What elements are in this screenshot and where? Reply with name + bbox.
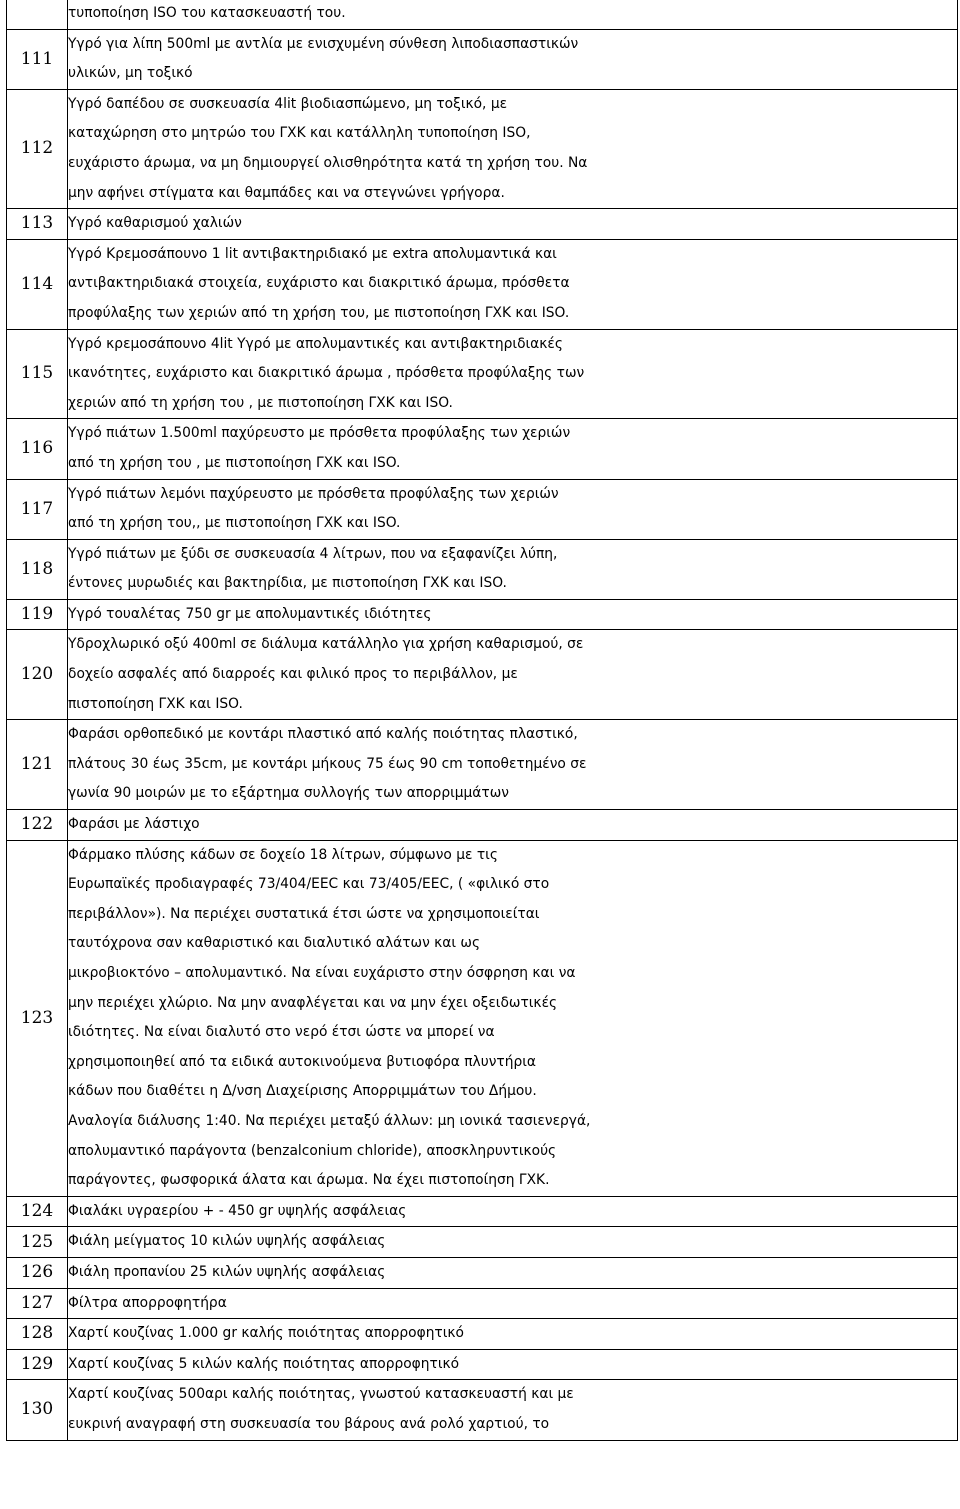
table-row xyxy=(7,209,958,240)
item-description xyxy=(68,1257,958,1288)
description-line: Αναλογία διάλυσης 1:40. Να περιέχει μεταξύ άλλων: μη ιονικά τασιενεργά, xyxy=(68,1112,591,1129)
item-number: 125 xyxy=(7,1227,68,1258)
item-number: 120 xyxy=(7,630,68,720)
item-number xyxy=(7,0,68,29)
description-line: Υγρό κρεμοσάπουνο 4lit Υγρό με απολυμαντικές και αντιβακτηριδιακές xyxy=(68,335,563,352)
description-line: Χαρτί κουζίνας 5 κιλών καλής ποιότητας απορροφητικό xyxy=(68,1355,460,1372)
item-description xyxy=(68,1349,958,1380)
item-number: 129 xyxy=(7,1349,68,1380)
item-description xyxy=(68,1319,958,1350)
description-line: ικανότητες, ευχάριστο και διακριτικό άρωμα , πρόσθετα προφύλαξης των xyxy=(68,365,585,382)
description-line: Ευρωπαϊκές προδιαγραφές 73/404/ΕΕC και 73/405/ΕΕC, ( «φιλικό στο xyxy=(68,876,550,893)
item-number: 126 xyxy=(7,1257,68,1288)
item-number: 130 xyxy=(7,1380,68,1440)
table-row xyxy=(7,599,958,630)
description-line: ευκρινή αναγραφή στη συσκευασία του βάρους ανά ρολό χαρτιού, το xyxy=(68,1415,550,1432)
description-line: έντονες μυρωδιές και βακτηρίδια, με πιστοποίηση ΓΧΚ και ISO. xyxy=(68,575,507,592)
description-line: απολυμαντικό παράγοντα (benzalconium chloride), αποσκληρυντικούς xyxy=(68,1142,557,1159)
description-line: προφύλαξης των χεριών από τη χρήση του, με πιστοποίηση ΓΧΚ και ISO. xyxy=(68,304,570,321)
description-line: καταχώρηση στο μητρώο του ΓΧΚ και κατάλληλη τυποποίηση ISO, xyxy=(68,125,531,142)
description-line: Υγρό δαπέδου σε συσκευασία 4lit βιοδιασπώμενο, μη τοξικό, με xyxy=(68,95,508,112)
item-description xyxy=(68,539,958,599)
description-line: Φιαλάκι υγραερίου + - 450 gr υψηλής ασφάλειας xyxy=(68,1202,407,1219)
description-line: παράγοντες, φωσφορικά άλατα και άρωμα. Να έχει πιστοποίηση ΓΧΚ. xyxy=(68,1172,550,1189)
description-line: τυποποίηση ISO του κατασκευαστή του. xyxy=(68,5,346,21)
description-line: χρησιμοποιηθεί από τα ειδικά αυτοκινούμενα βυτιοφόρα πλυντήρια xyxy=(68,1053,536,1070)
item-description xyxy=(68,1196,958,1227)
item-description xyxy=(68,479,958,539)
item-number: 118 xyxy=(7,539,68,599)
description-line: Υγρό καθαρισμού χαλιών xyxy=(68,215,242,232)
item-number: 115 xyxy=(7,329,68,419)
description-line: γωνία 90 μοιρών με το εξάρτημα συλλογής των απορριμμάτων xyxy=(68,785,509,802)
table-row xyxy=(7,1380,958,1440)
description-line: μικροβιοκτόνο – απολυμαντικό. Να είναι ευχάριστο στην όσφρηση και να xyxy=(68,965,576,981)
description-line: Υγρό πιάτων λεμόνι παχύρευστο με πρόσθετα προφύλαξης των χεριών xyxy=(68,485,559,502)
description-line: μην αφήνει στίγματα και θαμπάδες και να στεγνώνει γρήγορα. xyxy=(68,184,505,201)
item-number: 117 xyxy=(7,479,68,539)
item-number: 119 xyxy=(7,599,68,630)
description-line: Φίλτρα απορροφητήρα xyxy=(68,1294,227,1311)
table-row xyxy=(7,0,958,29)
description-line: αντιβακτηριδιακά στοιχεία, ευχάριστο και διακριτικό άρωμα, πρόσθετα xyxy=(68,275,570,292)
description-line: Υγρό πιάτων 1.500ml παχύρευστο με πρόσθετα προφύλαξης των χεριών xyxy=(68,425,571,442)
item-number: 113 xyxy=(7,209,68,240)
description-line: μην περιέχει χλώριο. Να μην αναφλέγεται και να μην έχει οξειδωτικές xyxy=(68,994,558,1011)
description-line: από τη χρήση του,, με πιστοποίηση ΓΧΚ και ISO. xyxy=(68,515,401,532)
table-row xyxy=(7,810,958,841)
table-row xyxy=(7,479,958,539)
item-number: 116 xyxy=(7,419,68,479)
description-line: Χαρτί κουζίνας 1.000 gr καλής ποιότητας απορροφητικό xyxy=(68,1325,464,1342)
table-row xyxy=(7,329,958,419)
description-line: πιστοποίηση ΓΧΚ και ISO. xyxy=(68,695,243,712)
description-line: πλάτους 30 έως 35cm, με κοντάρι μήκους 75 έως 90 cm τοποθετημένο σε xyxy=(68,755,587,772)
description-line: Υδροχλωρικό οξύ 400ml σε διάλυμα κατάλληλο για χρήση καθαρισμού, σε xyxy=(68,636,584,653)
item-number: 127 xyxy=(7,1288,68,1319)
item-description xyxy=(68,810,958,841)
item-description xyxy=(68,1288,958,1319)
table-row xyxy=(7,1227,958,1258)
description-line: από τη χρήση του , με πιστοποίηση ΓΧΚ και ISO. xyxy=(68,454,401,471)
description-line: Φαράσι με λάστιχο xyxy=(68,816,200,833)
description-line: ευχάριστο άρωμα, να μη δημιουργεί ολισθηρότητα κατά τη χρήση του. Να xyxy=(68,154,588,171)
table-row xyxy=(7,1349,958,1380)
table-row xyxy=(7,840,958,1196)
items-table-body xyxy=(7,0,958,1440)
item-description xyxy=(68,840,958,1196)
table-row xyxy=(7,29,958,89)
item-description xyxy=(68,419,958,479)
item-description xyxy=(68,239,958,329)
item-description xyxy=(68,599,958,630)
description-line: περιβάλλον»). Να περιέχει συστατικά έτσι ώστε να χρησιμοποιείται xyxy=(68,905,540,922)
description-line: Φιάλη προπανίου 25 κιλών υψηλής ασφάλειας xyxy=(68,1263,386,1280)
item-description xyxy=(68,29,958,89)
item-description xyxy=(68,630,958,720)
description-line: υλικών, μη τοξικό xyxy=(68,65,193,82)
item-description xyxy=(68,1227,958,1258)
description-line: κάδων που διαθέτει η Δ/νση Διαχείρισης Απορριμμάτων του Δήμου. xyxy=(68,1083,537,1100)
item-number: 114 xyxy=(7,239,68,329)
description-line: Υγρό Κρεμοσάπουνο 1 lit αντιβακτηριδιακό με extra απολυμαντικά και xyxy=(68,245,557,262)
table-row xyxy=(7,1257,958,1288)
item-number: 124 xyxy=(7,1196,68,1227)
table-row xyxy=(7,1319,958,1350)
item-number: 111 xyxy=(7,29,68,89)
items-table xyxy=(6,0,958,1441)
description-line: δοχείο ασφαλές από διαρροές και φιλικό προς το περιβάλλον, με xyxy=(68,666,518,683)
table-row xyxy=(7,630,958,720)
table-row xyxy=(7,239,958,329)
item-number: 122 xyxy=(7,810,68,841)
description-line: Υγρό για λίπη 500ml με αντλία με ενισχυμένη σύνθεση λιποδιασπαστικών xyxy=(68,35,579,52)
description-line: Φιάλη μείγματος 10 κιλών υψηλής ασφάλειας xyxy=(68,1233,386,1250)
description-line: Υγρό πιάτων με ξύδι σε συσκευασία 4 λίτρων, που να εξαφανίζει λύπη, xyxy=(68,545,558,562)
description-line: Φαράσι ορθοπεδικό με κοντάρι πλαστικό από καλής ποιότητας πλαστικό, xyxy=(68,726,578,743)
item-description xyxy=(68,209,958,240)
table-row xyxy=(7,539,958,599)
description-line: ταυτόχρονα σαν καθαριστικό και διαλυτικό αλάτων και ως xyxy=(68,935,481,952)
item-description xyxy=(68,89,958,208)
item-description xyxy=(68,720,958,810)
item-number: 128 xyxy=(7,1319,68,1350)
description-line: Χαρτί κουζίνας 500αρι καλής ποιότητας, γνωστού κατασκευαστή και με xyxy=(68,1386,574,1403)
table-row xyxy=(7,720,958,810)
description-line: ιδιότητες. Να είναι διαλυτό στο νερό έτσι ώστε να μπορεί να xyxy=(68,1024,495,1041)
table-row xyxy=(7,89,958,208)
description-line: χεριών από τη χρήση του , με πιστοποίηση ΓΧΚ και ISO. xyxy=(68,394,453,411)
item-number: 112 xyxy=(7,89,68,208)
item-number: 123 xyxy=(7,840,68,1196)
table-row xyxy=(7,1288,958,1319)
item-description xyxy=(68,0,958,29)
table-row xyxy=(7,1196,958,1227)
description-line: Υγρό τουαλέτας 750 gr με απολυμαντικές ιδιότητες xyxy=(68,605,432,622)
item-number: 121 xyxy=(7,720,68,810)
description-line: Φάρμακο πλύσης κάδων σε δοχείο 18 λίτρων, σύμφωνο με τις xyxy=(68,846,498,863)
table-row xyxy=(7,419,958,479)
item-description xyxy=(68,1380,958,1440)
item-description xyxy=(68,329,958,419)
